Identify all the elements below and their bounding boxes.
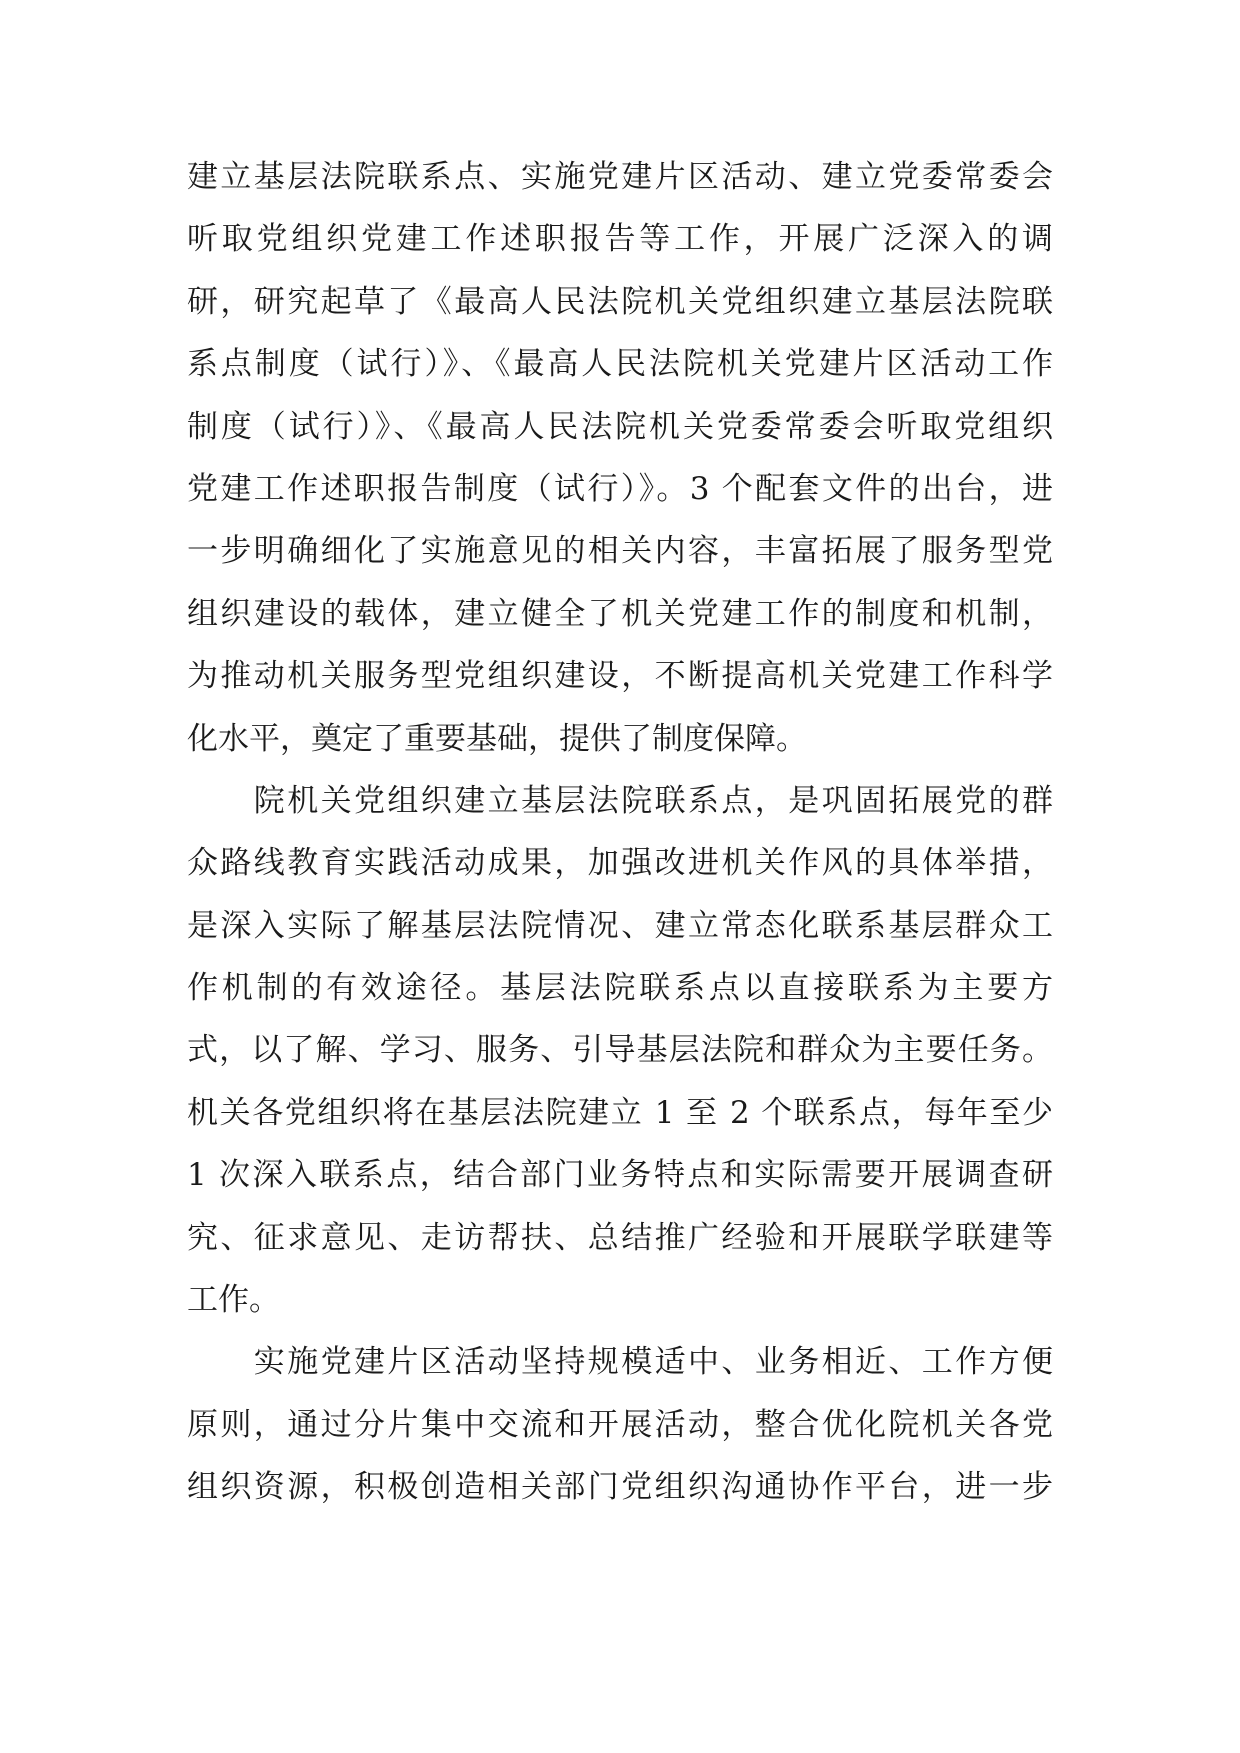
text-line: 建立基层法院联系点、实施党建片区活动、建立党委常委会 bbox=[187, 159, 1053, 195]
text-line: 式，以了解、学习、服务、引导基层法院和群众为主要任务。 bbox=[187, 1032, 1053, 1069]
text-line: 机关各党组织将在基层法院建立 1 至 2 个联系点，每年至少 bbox=[187, 1094, 1053, 1131]
text-line: 化水平，奠定了重要基础，提供了制度保障。 bbox=[187, 720, 807, 757]
text-line: 1 次深入联系点，结合部门业务特点和实际需要开展调查研 bbox=[187, 1157, 1053, 1194]
text-line: 作机制的有效途径。基层法院联系点以直接联系为主要方 bbox=[187, 970, 1053, 1007]
text-line: 听取党组织党建工作述职报告等工作，开展广泛深入的调 bbox=[187, 221, 1053, 258]
body-text bbox=[187, 146, 1053, 1519]
text-line: 众路线教育实践活动成果，加强改进机关作风的具体举措， bbox=[187, 845, 1053, 882]
text-line: 研，研究起草了《最高人民法院机关党组织建立基层法院联 bbox=[187, 283, 1053, 320]
text-line: 制度（试行）》、《最高人民法院机关党委常委会听取党组织 bbox=[187, 408, 1053, 445]
text-line: 为推动机关服务型党组织建设，不断提高机关党建工作科学 bbox=[187, 658, 1053, 695]
text-line: 组织建设的载体，建立健全了机关党建工作的制度和机制， bbox=[187, 595, 1053, 632]
text-line: 工作。 bbox=[187, 1282, 280, 1319]
text-line: 是深入实际了解基层法院情况、建立常态化联系基层群众工 bbox=[187, 907, 1053, 944]
text-line: 究、征求意见、走访帮扶、总结推广经验和开展联学联建等 bbox=[187, 1219, 1053, 1256]
text-line: 系点制度（试行）》、《最高人民法院机关党建片区活动工作 bbox=[187, 346, 1053, 383]
text-line: 组织资源，积极创造相关部门党组织沟通协作平台，进一步 bbox=[187, 1469, 1053, 1506]
text-line: 实施党建片区活动坚持规模适中、业务相近、工作方便 bbox=[187, 1344, 1053, 1381]
text-line: 院机关党组织建立基层法院联系点，是巩固拓展党的群 bbox=[187, 782, 1053, 819]
text-line: 一步明确细化了实施意见的相关内容，丰富拓展了服务型党 bbox=[187, 533, 1053, 570]
text-line: 党建工作述职报告制度（试行）》。3 个配套文件的出台，进 bbox=[187, 470, 1053, 507]
text-line: 原则，通过分片集中交流和开展活动，整合优化院机关各党 bbox=[187, 1406, 1053, 1443]
